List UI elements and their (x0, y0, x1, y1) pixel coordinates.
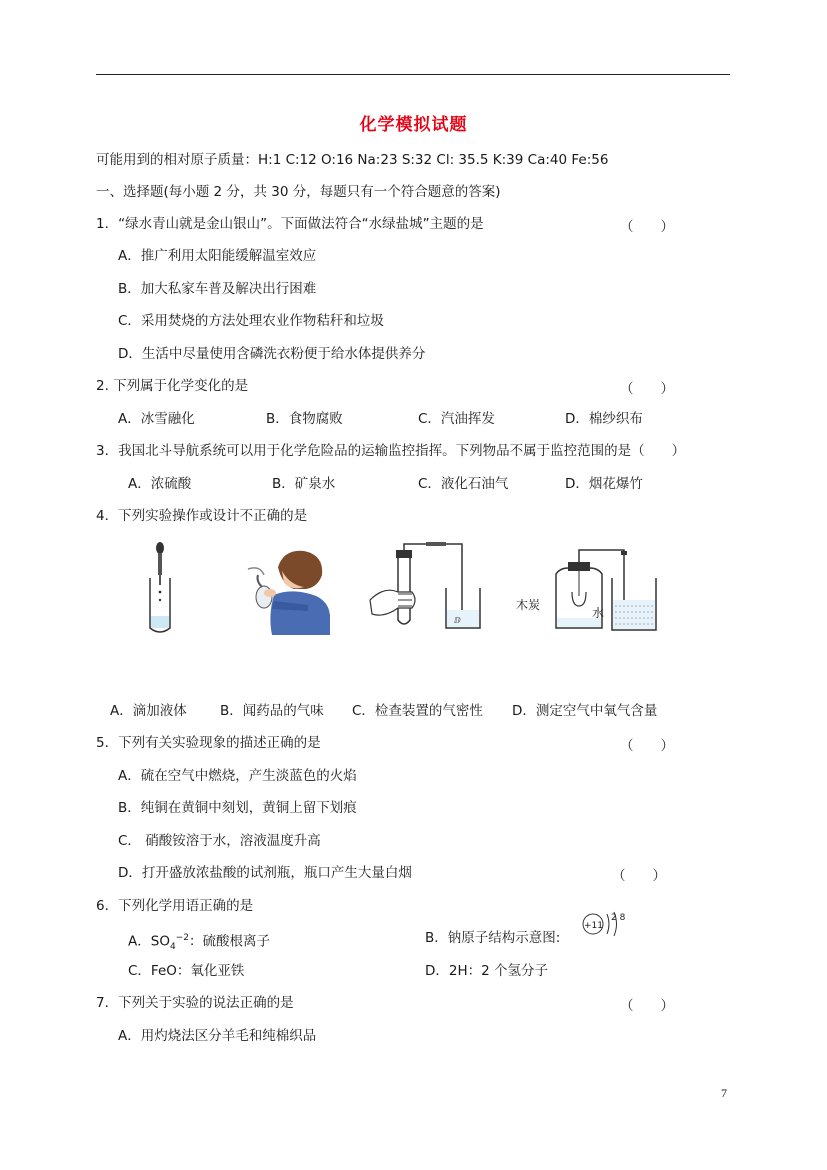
label-charcoal: 木炭 (516, 598, 541, 612)
q5-option-a: A．硫在空气中燃烧，产生淡蓝色的火焰 (118, 768, 357, 784)
svg-text:ⅅ: ⅅ (454, 616, 461, 625)
page-title: 化学模拟试题 (359, 115, 468, 135)
airtightness-figure (368, 548, 488, 633)
q2-option-b: B．食物腐败 (266, 411, 343, 427)
q1-option-a: A．推广利用太阳能缓解温室效应 (118, 248, 317, 264)
question-1-stem: 1．“绿水青山就是金山银山”。下面做法符合“水绿盐城”主题的是 (96, 216, 484, 232)
q2-option-c: C．汽油挥发 (418, 411, 495, 427)
q5-option-b: B．纯铜在黄铜中刻划，黄铜上留下划痕 (118, 800, 357, 816)
q1-option-c: C．采用焚烧的方法处理农业作物秸秆和垃圾 (118, 313, 384, 329)
question-4-stem: 4．下列实验操作或设计不正确的是 (96, 508, 308, 524)
q1-option-b: B．加大私家车普及解决出行困难 (118, 281, 317, 297)
dropper-figure (140, 540, 180, 635)
electron-shells: 2 8 (611, 913, 626, 923)
answer-bracket: （ ） (620, 998, 674, 1014)
q4-option-c: C．检查装置的气密性 (352, 703, 483, 719)
q6-option-d: D．2H：2 个氢分子 (425, 963, 549, 979)
answer-bracket: （ ） (620, 738, 674, 754)
q3-option-b: B．矿泉水 (272, 476, 336, 492)
q7-option-a: A．用灼烧法区分羊毛和纯棉织品 (118, 1028, 317, 1044)
q2-option-d: D．棉纱织布 (565, 411, 643, 427)
q4-option-d: D．测定空气中氧气含量 (512, 703, 658, 719)
q5-option-c: C． 硝酸铵溶于水，溶液温度升高 (118, 833, 321, 849)
atomic-masses: 可能用到的相对原子质量：H:1 C:12 O:16 Na:23 S:32 Cl: 35.5 K:39 Ca:40 Fe:56 (96, 152, 609, 168)
q1-option-d: D．生活中尽量使用含磷洗衣粉便于给水体提供养分 (118, 346, 426, 362)
section-heading: 一、选择题(每小题 2 分，共 30 分，每题只有一个符合题意的答案) (96, 184, 501, 200)
question-5-stem: 5．下列有关实验现象的描述正确的是 (96, 735, 321, 751)
sulfate-formula: SO (150, 933, 170, 950)
smelling-figure (238, 545, 338, 635)
q3-option-d: D．烟花爆竹 (565, 476, 643, 492)
q3-option-a: A．浓硫酸 (128, 476, 192, 492)
answer-bracket: （ ） (620, 219, 674, 235)
question-7-stem: 7．下列关于实验的说法正确的是 (96, 995, 294, 1011)
q5-option-d: D．打开盛放浓盐酸的试剂瓶，瓶口产生大量白烟 (118, 865, 412, 881)
q4-option-a: A．滴加液体 (110, 703, 187, 719)
sulfate-charge: −2 (175, 933, 189, 943)
question-3-stem: 3．我国北斗导航系统可以用于化学危险品的运输监控指挥。下列物品不属于监控范围的是（ ） (96, 443, 686, 459)
q6-option-b: B．钠原子结构示意图: (425, 930, 561, 946)
q3-option-c: C．液化石油气 (418, 476, 509, 492)
label-water: 水 (592, 606, 605, 620)
header-rule (96, 74, 730, 75)
question-2-stem: 2. 下列属于化学变化的是 (96, 378, 249, 394)
q6-option-a: A．$SO_4^{-2}$：硫酸根离子 (128, 933, 270, 953)
q4-option-b: B．闻药品的气味 (220, 703, 324, 719)
sulfate-name: ：硫酸根离子 (188, 933, 270, 950)
page-number: 7 (721, 1086, 727, 1100)
answer-bracket: （ ） (620, 381, 674, 397)
q2-option-a: A．冰雪融化 (118, 411, 195, 427)
question-6-stem: 6．下列化学用语正确的是 (96, 898, 254, 914)
answer-bracket: （ ） (612, 868, 666, 884)
nucleus-charge: +11 (584, 921, 603, 931)
sulfate-subscript: 4 (169, 942, 176, 953)
q6-option-c: C．FeO：氧化亚铁 (128, 963, 245, 979)
